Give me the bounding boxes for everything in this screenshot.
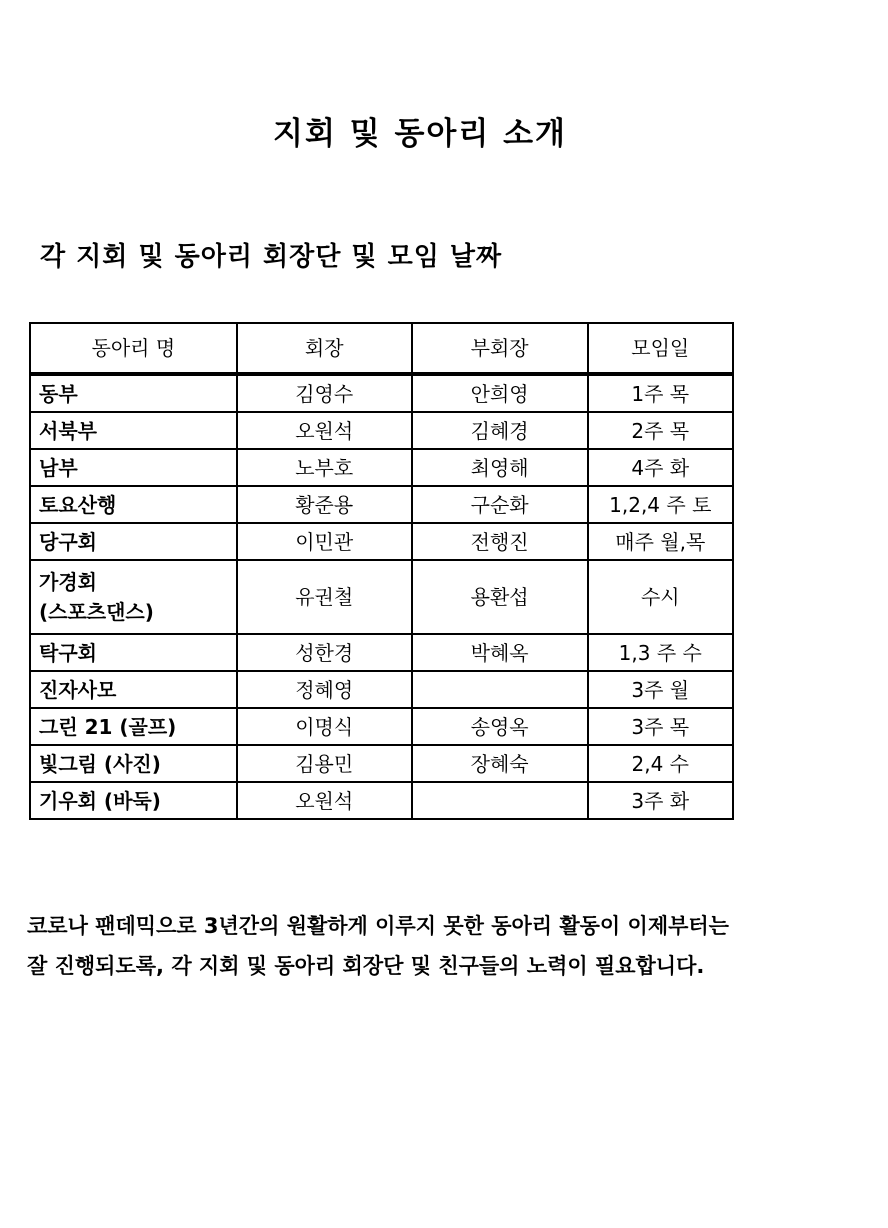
meeting-day-cell: 1주 목 — [588, 374, 733, 412]
president-cell: 성한경 — [237, 634, 412, 671]
table-row — [30, 486, 733, 523]
section-subtitle: 각 지회 및 동아리 회장단 및 모임 날짜 — [40, 242, 503, 272]
club-name: 빛그림 (사진) — [39, 751, 161, 776]
header-club-name: 동아리 명 — [30, 323, 237, 374]
vice-president-cell: 장혜숙 — [412, 745, 588, 782]
meeting-day-cell: 2,4 수 — [588, 745, 733, 782]
table-row — [30, 449, 733, 486]
table-row — [30, 560, 733, 634]
club-name: 서북부 — [39, 418, 97, 443]
table-row — [30, 374, 733, 412]
vice-president-cell: 전행진 — [412, 523, 588, 560]
club-name-cell — [30, 523, 237, 560]
meeting-day-cell: 2주 목 — [588, 412, 733, 449]
table-row — [30, 708, 733, 745]
meeting-day-cell: 4주 화 — [588, 449, 733, 486]
president-cell: 유권철 — [237, 560, 412, 634]
president-cell: 정혜영 — [237, 671, 412, 708]
club-name: 남부 — [39, 455, 78, 480]
club-table — [29, 322, 734, 820]
president-cell: 오원석 — [237, 412, 412, 449]
vice-president-cell: 최영해 — [412, 449, 588, 486]
club-name-cell — [30, 671, 237, 708]
vice-president-cell: 용환섭 — [412, 560, 588, 634]
table-row — [30, 412, 733, 449]
note-line-1: 코로나 팬데믹으로 3년간의 원활하게 이루지 못한 동아리 활동이 이제부터는 — [27, 914, 729, 938]
note-line-2: 잘 진행되도록, 각 지회 및 동아리 회장단 및 친구들의 노력이 필요합니다. — [27, 954, 705, 978]
club-name-cell — [30, 449, 237, 486]
vice-president-cell: 김혜경 — [412, 412, 588, 449]
club-name: 진자사모 — [39, 677, 117, 702]
meeting-day-cell: 매주 월,목 — [588, 523, 733, 560]
club-name-cell — [30, 782, 237, 819]
closing-note — [27, 906, 877, 986]
meeting-day-cell: 3주 목 — [588, 708, 733, 745]
vice-president-cell: 박혜옥 — [412, 634, 588, 671]
president-cell: 이명식 — [237, 708, 412, 745]
club-name: 토요산행 — [39, 492, 117, 517]
table-row — [30, 523, 733, 560]
meeting-day-cell: 3주 월 — [588, 671, 733, 708]
club-name-cell — [30, 412, 237, 449]
president-cell: 오원석 — [237, 782, 412, 819]
vice-president-cell: 구순화 — [412, 486, 588, 523]
club-name: 동부 — [39, 381, 78, 406]
meeting-day-cell: 1,3 주 수 — [588, 634, 733, 671]
club-name: 당구회 — [39, 529, 97, 554]
vice-president-cell: 송영옥 — [412, 708, 588, 745]
table-header-row — [30, 323, 733, 374]
club-name: 가경회 — [39, 570, 97, 594]
meeting-day-cell: 수시 — [588, 560, 733, 634]
club-name: 그린 21 (골프) — [39, 714, 177, 739]
club-name: 탁구회 — [39, 640, 97, 665]
club-name-subtitle: (스포츠댄스) — [39, 600, 154, 624]
vice-president-cell: 안희영 — [412, 374, 588, 412]
president-cell: 노부호 — [237, 449, 412, 486]
meeting-day-cell: 3주 화 — [588, 782, 733, 819]
president-cell: 김영수 — [237, 374, 412, 412]
vice-president-cell — [412, 671, 588, 708]
president-cell: 황준용 — [237, 486, 412, 523]
vice-president-cell — [412, 782, 588, 819]
president-cell: 김용민 — [237, 745, 412, 782]
table-row — [30, 745, 733, 782]
club-name-cell — [30, 560, 237, 634]
table-row — [30, 634, 733, 671]
table-row — [30, 671, 733, 708]
club-name-cell — [30, 708, 237, 745]
club-name-cell — [30, 745, 237, 782]
club-name-cell — [30, 634, 237, 671]
club-name: 기우회 (바둑) — [39, 788, 161, 813]
header-vice-president: 부회장 — [412, 323, 588, 374]
header-meeting-day: 모임일 — [588, 323, 733, 374]
club-name-cell — [30, 374, 237, 412]
president-cell: 이민관 — [237, 523, 412, 560]
club-name-cell — [30, 486, 237, 523]
table-body — [30, 374, 733, 819]
meeting-day-cell: 1,2,4 주 토 — [588, 486, 733, 523]
header-president: 회장 — [237, 323, 412, 374]
page-title: 지회 및 동아리 소개 — [273, 116, 567, 152]
table-row — [30, 782, 733, 819]
